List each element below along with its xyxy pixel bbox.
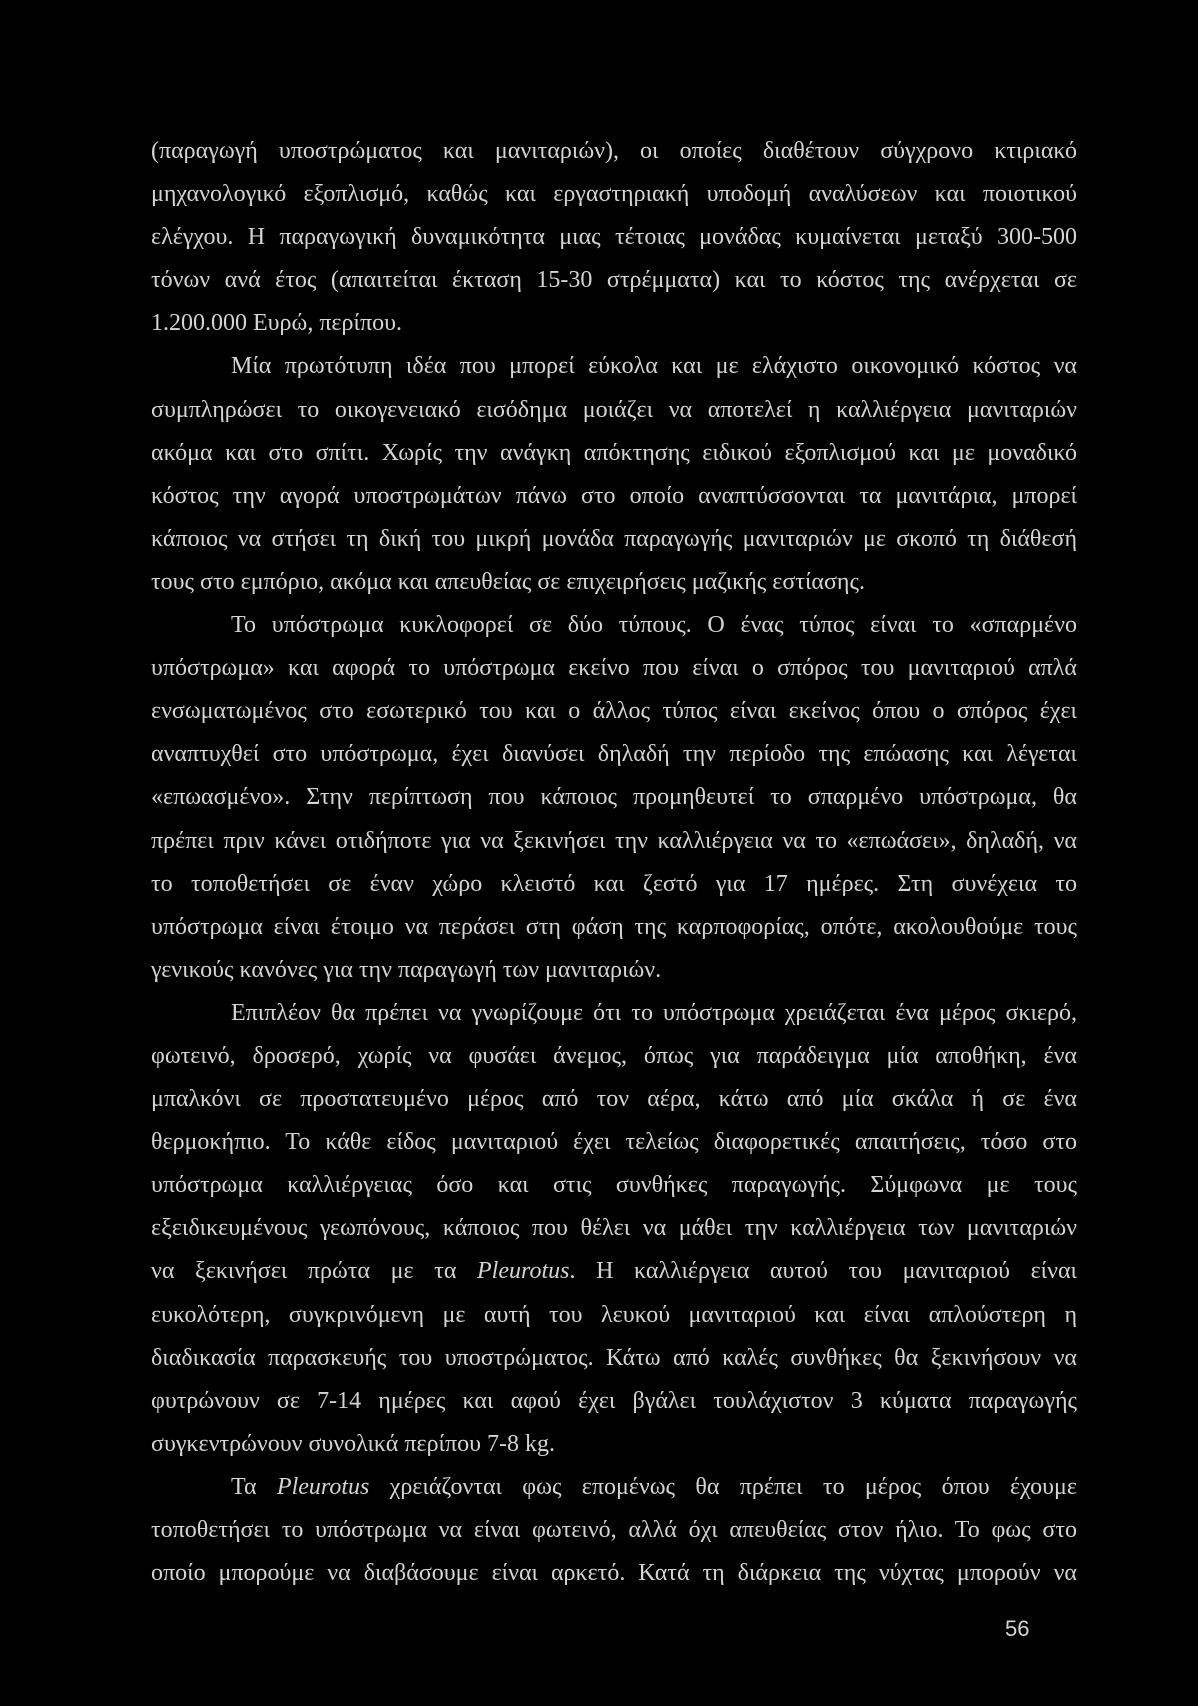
text-line: υπόστρωμα καλλιέργειας όσο και στις συνθήκες παραγωγής. Σύμφωνα με τους — [151, 1172, 1077, 1199]
text-line: μπαλκόνι σε προστατευμένο μέρος από τον αέρα, κάτω από μία σκάλα ή σε ένα — [151, 1086, 1077, 1113]
text-line: εξειδικευμένους γεωπόνους, κάποιος που θέλει να μάθει την καλλιέργεια των μανιταριών — [151, 1215, 1077, 1242]
text-line: ευκολότερη, συγκρινόμενη με αυτή του λευκού μανιταριού και είναι απλούστερη η — [151, 1301, 1077, 1328]
text-line: αναπτυχθεί στο υπόστρωμα, έχει διανύσει δηλαδή την περίοδο της επώασης και λέγεται — [151, 741, 1077, 768]
paragraph — [151, 992, 1077, 1466]
text-line: ενσωματωμένος στο εσωτερικό του και ο άλλος τύπος είναι εκείνος όπου ο σπόρος έχει — [151, 698, 1077, 725]
text-line: φυτρώνουν σε 7-14 ημέρες και αφού έχει βγάλει τουλάχιστον 3 κύματα παραγωγής — [151, 1387, 1077, 1414]
text-line: διαδικασία παρασκευής του υποστρώματος. Κάτω από καλές συνθήκες θα ξεκινήσουν να — [151, 1344, 1077, 1371]
text-line: γενικούς κανόνες για την παραγωγή των μανιταριών. — [151, 956, 662, 983]
italic-species-name: Pleurotus — [276, 1473, 370, 1500]
text-line: τοποθετήσει το υπόστρωμα να είναι φωτεινό, αλλά όχι απευθείας στον ήλιο. Το φως στο — [151, 1517, 1077, 1543]
text-line: πρέπει πριν κάνει οτιδήποτε για να ξεκινήσει την καλλιέργεια να το «επωάσει», δηλαδή, να — [151, 827, 1077, 854]
text-line: οποίο μπορούμε να διαβάσουμε είναι αρκετό. Κατά τη διάρκεια της νύχτας μπορούν να — [151, 1560, 1077, 1587]
paragraph — [151, 1466, 1077, 1595]
text-line — [151, 1250, 1077, 1293]
paragraph — [151, 130, 1077, 345]
text-line: μηχανολογικό εξοπλισμό, καθώς και εργαστηριακή υποδομή αναλύσεων και ποιοτικού — [151, 181, 1077, 208]
text-line: 1.200.000 Ευρώ, περίπου. — [151, 310, 402, 337]
text-line: Το υπόστρωμα κυκλοφορεί σε δύο τύπους. Ο ένας τύπος είναι το «σπαρμένο — [231, 612, 1077, 639]
text-line: θερμοκήπιο. Το κάθε είδος μανιταριού έχει τελείως διαφορετικές απαιτήσεις, τόσο στο — [151, 1129, 1077, 1156]
text-line: συμπληρώσει το οικογενειακό εισόδημα μοιάζει να αποτελεί η καλλιέργεια μανιταριών — [151, 396, 1077, 423]
text-line: τους στο εμπόριο, ακόμα και απευθείας σε επιχειρήσεις μαζικής εστίασης. — [151, 568, 865, 595]
text-line: (παραγωγή υποστρώματος και μανιταριών), οι οποίες διαθέτουν σύγχρονο κτιριακό — [151, 138, 1077, 164]
italic-species-name: Pleurotus — [477, 1258, 570, 1285]
text-line: κόστος την αγορά υποστρωμάτων πάνω στο οποίο αναπτύσσονται τα μανιτάρια, μπορεί — [151, 482, 1077, 509]
text-line: υπόστρωμα είναι έτοιμο να περάσει στη φάση της καρποφορίας, οπότε, ακολουθούμε τους — [151, 913, 1077, 940]
text-line: τόνων ανά έτος (απαιτείται έκταση 15-30 στρέμματα) και το κόστος της ανέρχεται σε — [151, 267, 1077, 294]
text-line: Μία πρωτότυπη ιδέα που μπορεί εύκολα και με ελάχιστο οικονομικό κόστος να — [231, 353, 1077, 380]
text-line: «επωασμένο». Στην περίπτωση που κάποιος προμηθευτεί το σπαρμένο υπόστρωμα, θα — [151, 784, 1077, 811]
body-text — [151, 130, 1077, 1595]
text-line: Επιπλέον θα πρέπει να γνωρίζουμε ότι το υπόστρωμα χρειάζεται ένα μέρος σκιερό, — [231, 999, 1077, 1026]
text-segment: Τα — [231, 1473, 277, 1500]
text-line: φωτεινό, δροσερό, χωρίς να φυσάει άνεμος, όπως για παράδειγμα μία αποθήκη, ένα — [151, 1042, 1077, 1069]
text-line: συγκεντρώνουν συνολικά περίπου 7-8 kg. — [151, 1430, 556, 1457]
paragraph — [151, 604, 1077, 992]
text-line: ελέγχου. Η παραγωγική δυναμικότητα μιας τέτοιας μονάδας κυμαίνεται μεταξύ 300-500 — [151, 224, 1077, 251]
text-line — [151, 1466, 1077, 1509]
text-segment: . Η καλλιέργεια αυτού του μανιταριού είναι — [569, 1258, 1077, 1285]
text-line: το τοποθετήσει σε έναν χώρο κλειστό και ζεστό για 17 ημέρες. Στη συνέχεια το — [151, 870, 1077, 897]
page-number: 56 — [1005, 1616, 1030, 1641]
text-line: υπόστρωμα» και αφορά το υπόστρωμα εκείνο που είναι ο σπόρος του μανιταριού απλά — [151, 655, 1077, 682]
text-segment: να ξεκινήσει πρώτα με τα — [151, 1258, 478, 1285]
paragraph — [151, 345, 1077, 604]
text-line: κάποιος να στήσει τη δική του μικρή μονάδα παραγωγής μανιταριών με σκοπό τη διάθεσή — [151, 525, 1077, 552]
text-segment: χρειάζονται φως επομένως θα πρέπει το μέρος όπου έχουμε — [369, 1473, 1077, 1500]
text-line: ακόμα και στο σπίτι. Χωρίς την ανάγκη απόκτησης ειδικού εξοπλισμού και με μοναδικό — [151, 439, 1077, 466]
